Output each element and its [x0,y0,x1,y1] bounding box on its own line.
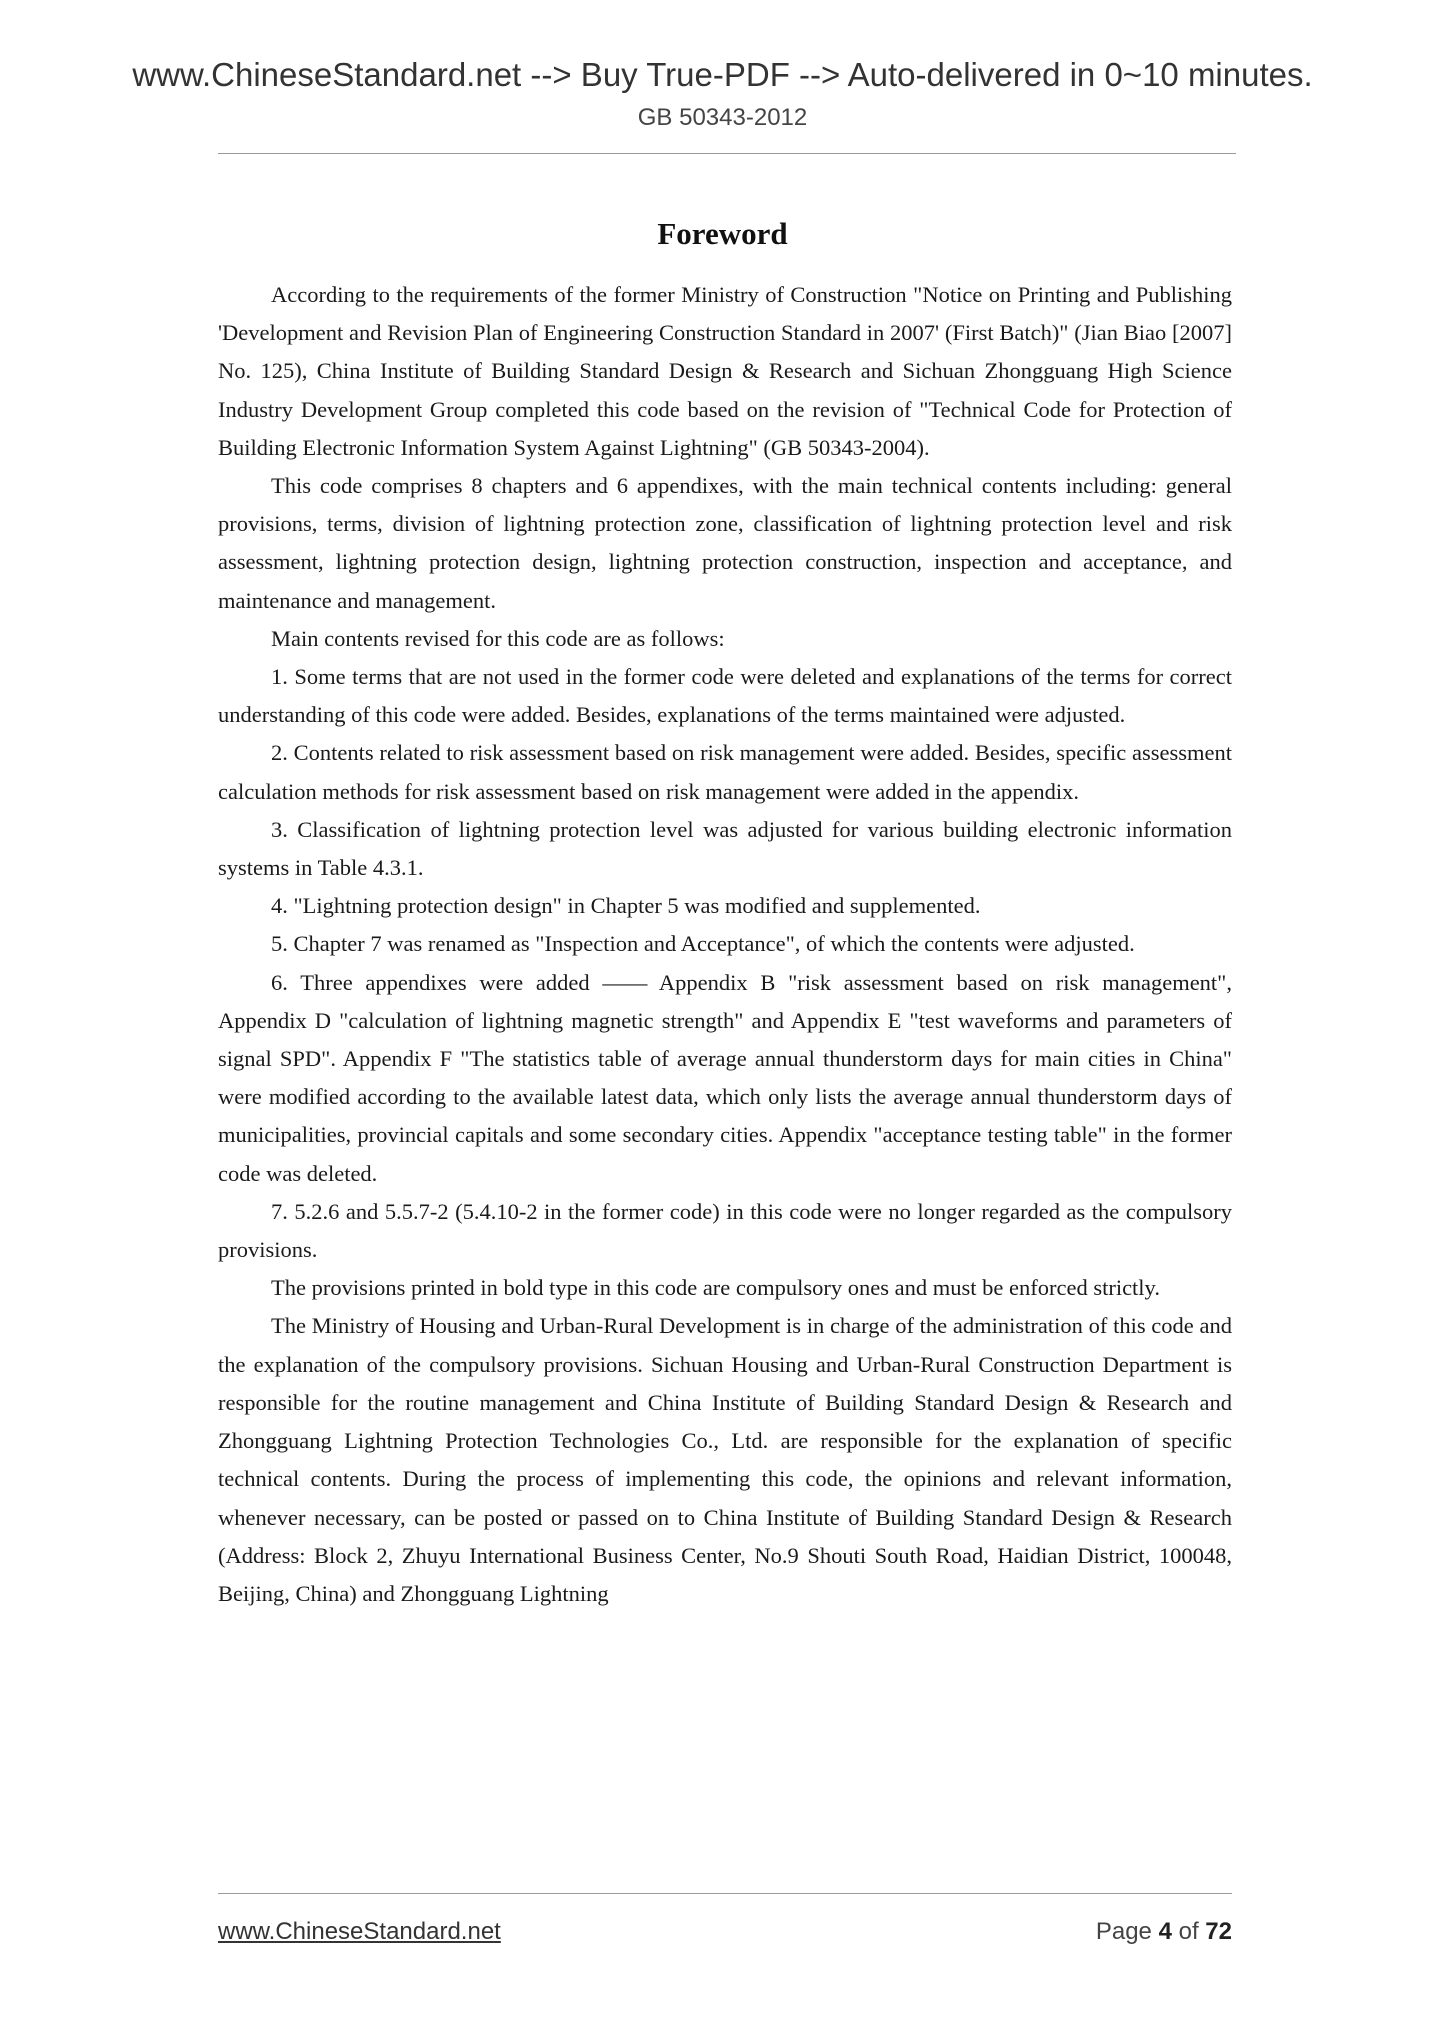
revision-item-4: 4. "Lightning protection design" in Chapter 5 was modified and supplemented. [271,893,981,919]
revision-item-3: 3. Classification of lightning protection level was adjusted for various building electronic information systems in Table 4.3.1. [218,816,1232,881]
header-divider [218,153,1236,154]
body-text [218,276,1232,1613]
paragraph-contents: This code comprises 8 chapters and 6 appendixes, with the main technical contents including: general provisions, terms, division of lightning protection zone, classification of lightning protection level and risk assessment, lightning protection design, lightning protection construction, inspection and acceptance, and maintenance and management. [218,473,1232,613]
revision-item-5: 5. Chapter 7 was renamed as "Inspection and Acceptance", of which the contents were adjusted. [271,931,1135,957]
paragraph-intro: According to the requirements of the former Ministry of Construction "Notice on Printing and Publishing 'Development and Revision Plan of Engineering Construction Standard in 2007' (First Batch)" (Jian Biao [2007] No. 125), China Institute of Building Standard Design & Research and Sichuan Zhongguang High Science Industry Development Group completed this code based on the revision of "Technical Code for Protection of Building Electronic Information System Against Lightning" (GB 50343-2004). [218,282,1232,460]
standard-code: GB 50343-2012 [637,104,808,131]
footer-site-link[interactable]: www.ChineseStandard.net [218,1918,501,1945]
page-total: 72 [1205,1918,1232,1945]
header-banner[interactable]: www.ChineseStandard.net --> Buy True-PDF --> Auto-delivered in 0~10 minutes. [132,56,1313,93]
footer-divider [218,1893,1232,1894]
paragraph-administration: The Ministry of Housing and Urban-Rural Development is in charge of the administration of this code and the explanation of the compulsory provisions. Sichuan Housing and Urban-Rural Construction Department is responsible for the routine management and China Institute of Building Standard Design & Research and Zhongguang Lightning Protection Technologies Co., Ltd. are responsible for the explanation of specific technical contents. During the process of implementing this code, the opinions and relevant information, whenever necessary, can be posted or passed on to China Institute of Building Standard Design & Research (Address: Block 2, Zhuyu International Business Center, No.9 Shouti South Road, Haidian District, 100048, Beijing, China) and Zhongguang Lightning [218,1313,1232,1606]
paragraph-revisions-lead: Main contents revised for this code are as follows: [271,625,725,651]
page-title: Foreword [657,216,788,251]
page-indicator [1096,1920,1232,1944]
page-of: of [1178,1918,1199,1945]
revision-item-1: 1. Some terms that are not used in the former code were deleted and explanations of the terms for correct understanding of this code were added. Besides, explanations of the terms maintained were adjusted. [218,664,1232,728]
paragraph-compulsory: The provisions printed in bold type in this code are compulsory ones and must be enforced strictly. [271,1275,1160,1301]
page-prefix: Page [1095,1918,1152,1945]
revision-item-6: 6. Three appendixes were added —— Appendix B "risk assessment based on risk management", Appendix D "calculation of lightning magnetic strength" and Appendix E "test waveforms and parameters of signal SPD". Appendix F "The statistics table of average annual thunderstorm days for main cities in China" were modified according to the available latest data, which only lists the average annual thunderstorm days of municipalities, provincial capitals and some secondary cities. Appendix "acceptance testing table" in the former code was deleted. [218,969,1232,1186]
revision-item-2: 2. Contents related to risk assessment based on risk management were added. Besides, specific assessment calculation methods for risk assessment based on risk management were added in the appendix. [218,740,1232,804]
revision-item-7: 7. 5.2.6 and 5.5.7-2 (5.4.10-2 in the former code) in this code were no longer regarded as the compulsory provisions. [218,1198,1232,1263]
page-current: 4 [1158,1918,1172,1945]
